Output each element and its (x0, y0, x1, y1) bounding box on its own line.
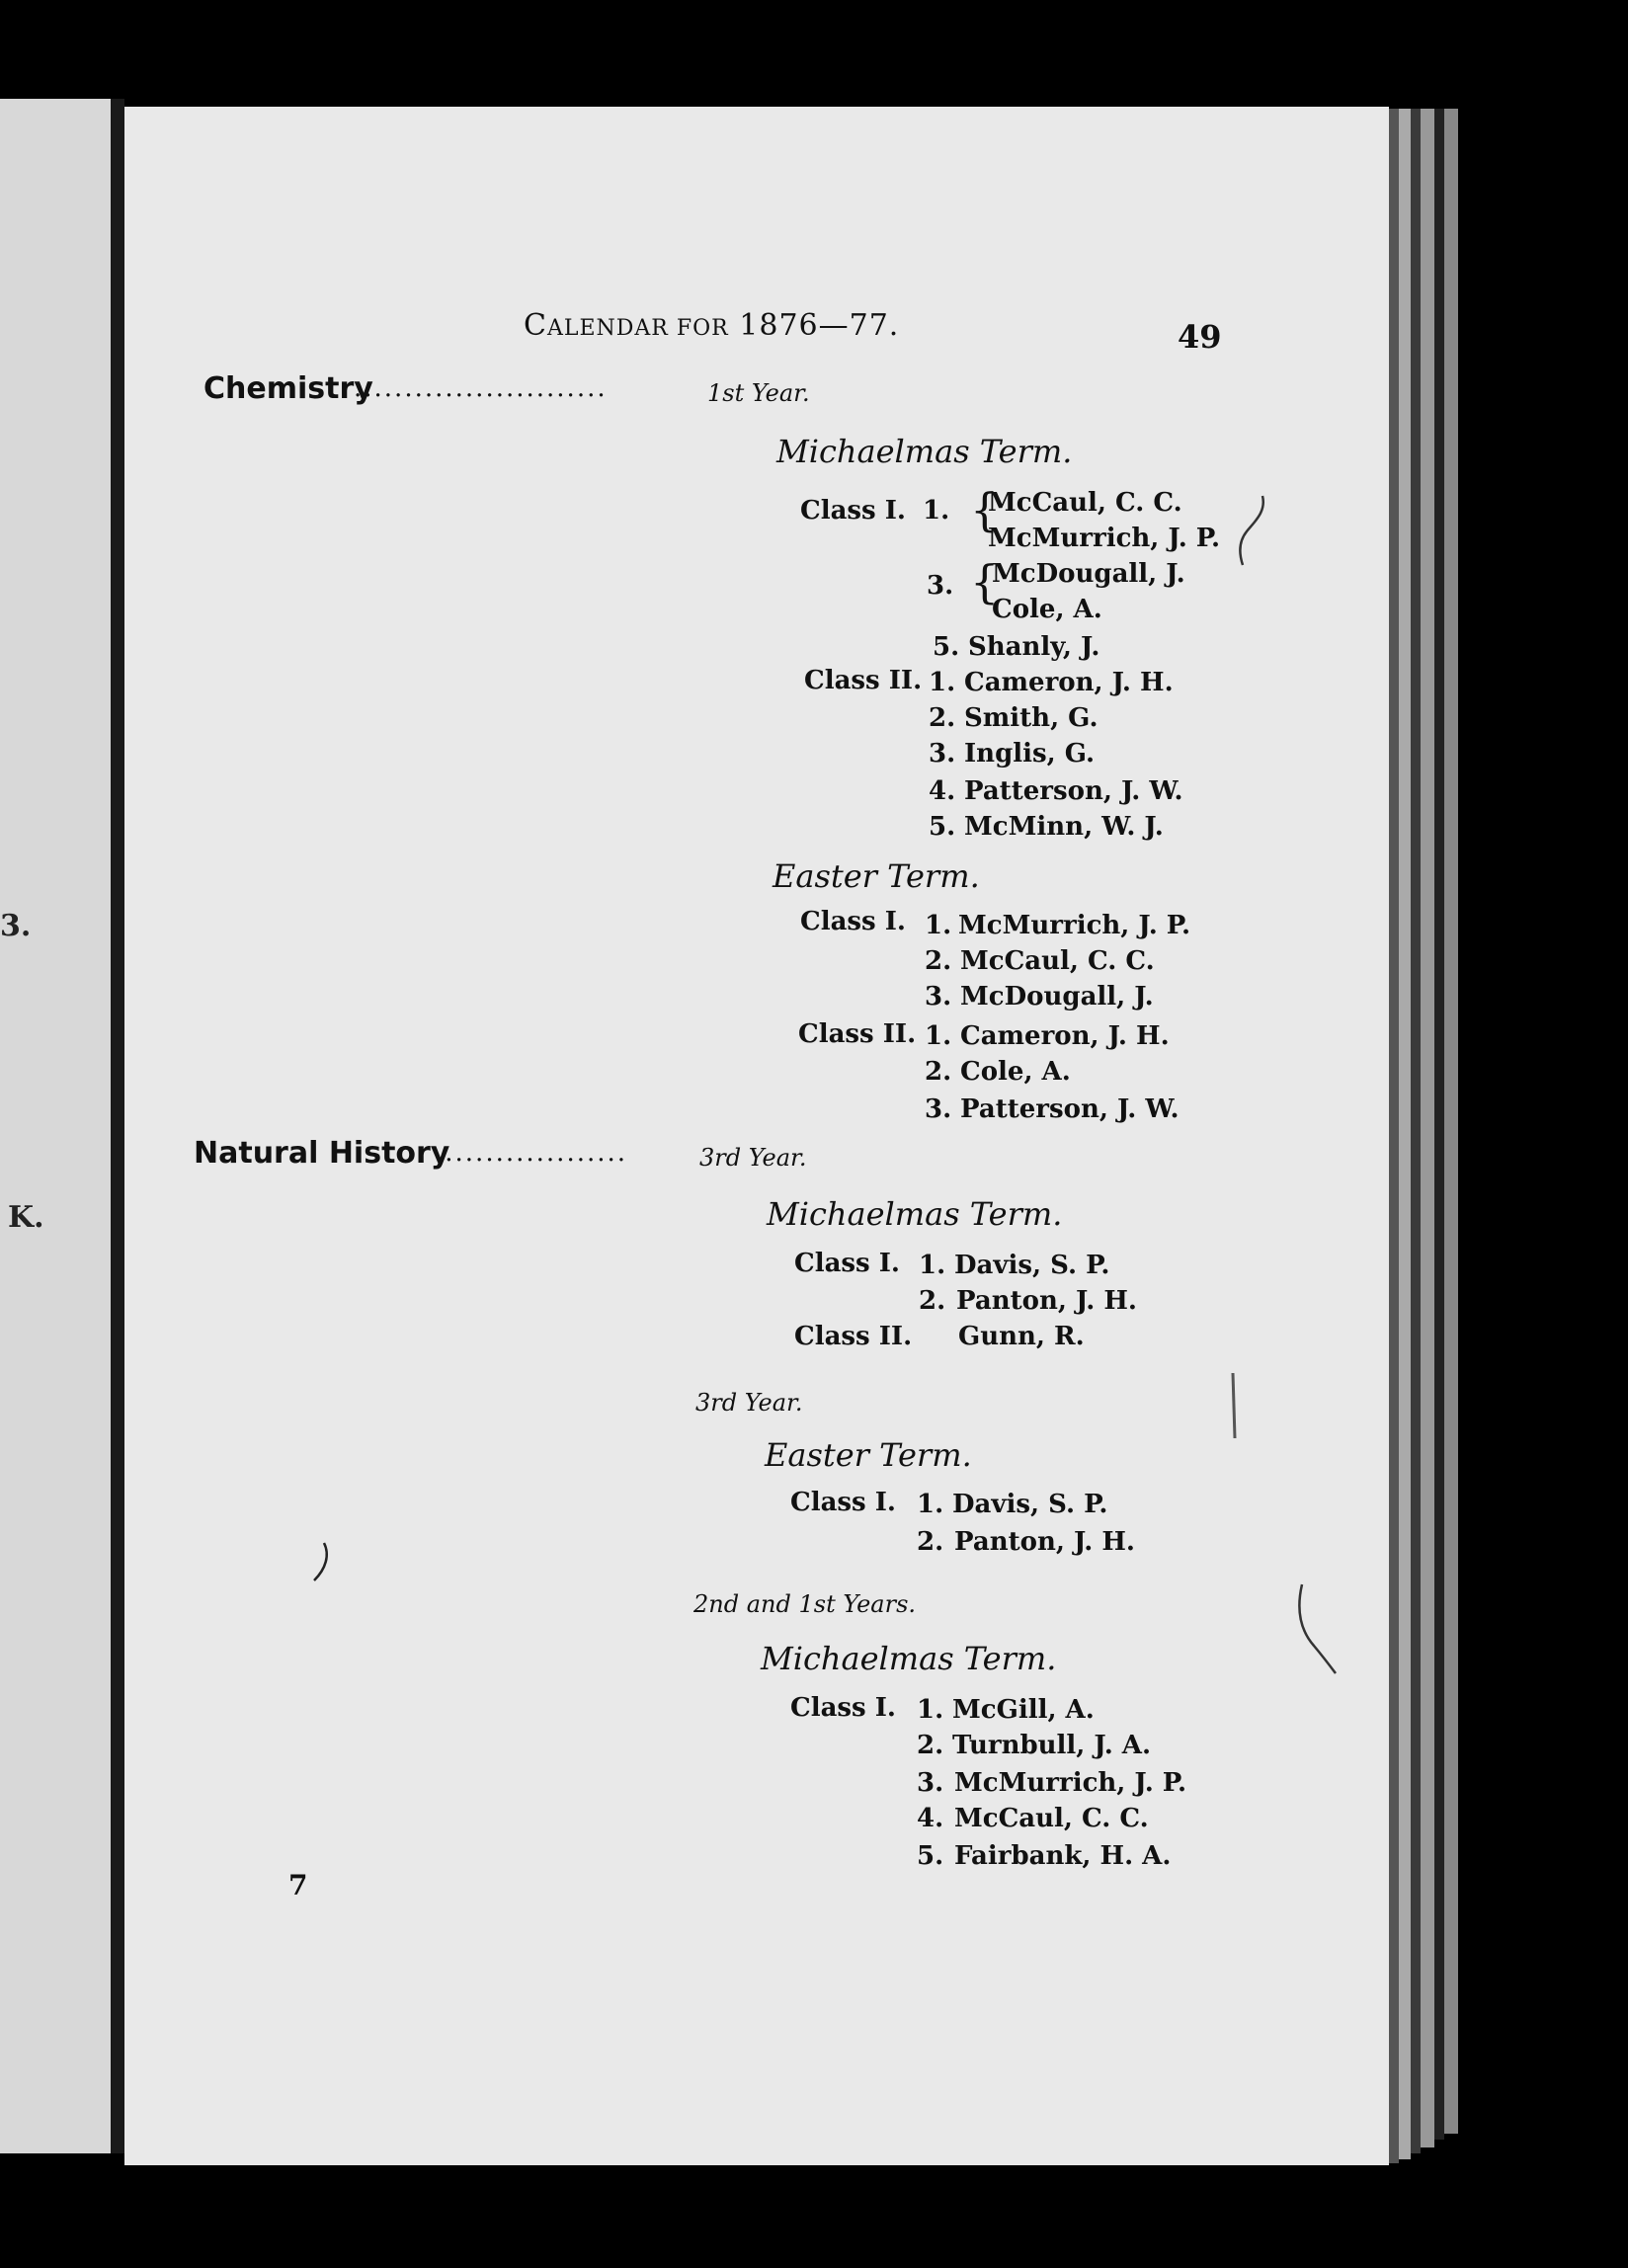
section-title-natural-history: Natural History (194, 1136, 450, 1171)
student-name: Panton, J. H. (956, 1286, 1137, 1316)
rank-number: 1. (925, 911, 952, 940)
rank-number: 2. (917, 1527, 944, 1557)
year-label: 2nd and 1st Years. (693, 1590, 917, 1618)
student-name: Cole, A. (960, 1057, 1071, 1087)
class-label: Class I. (790, 1693, 896, 1723)
rank-number: 1. (925, 1021, 952, 1051)
class-label: Class II. (798, 1019, 917, 1049)
rank-number: 3. (925, 1094, 952, 1124)
term-heading: Easter Term. (765, 1436, 972, 1474)
student-name: Davis, S. P. (954, 1251, 1110, 1280)
class-label: Class I. (800, 907, 906, 936)
rank-number: 1. (929, 668, 956, 697)
class-label: Class I. (800, 496, 906, 526)
rank-number: 1. (923, 496, 950, 526)
student-name: McCaul, C. C. (960, 946, 1155, 976)
term-heading: Michaelmas Term. (767, 1195, 1063, 1233)
student-name: Fairbank, H. A. (954, 1841, 1172, 1871)
student-name: Turnbull, J. A. (952, 1731, 1152, 1760)
page-edge (1444, 109, 1458, 2134)
leader-dots: ................... (435, 1138, 628, 1168)
student-name: McCaul, C. C. (988, 488, 1182, 518)
page-edge (1411, 109, 1421, 2153)
tie-brace: { (970, 555, 1000, 608)
rank-number: 3. (927, 571, 954, 601)
page-edge (1389, 109, 1399, 2163)
student-name: McMurrich, J. P. (988, 524, 1221, 553)
rank-number: 3. (929, 739, 956, 769)
student-name: McMinn, W. J. (964, 812, 1164, 842)
page-edge (1421, 109, 1434, 2147)
term-heading: Michaelmas Term. (761, 1640, 1057, 1677)
student-name: Inglis, G. (964, 739, 1096, 769)
rank-number: 4. (929, 776, 956, 806)
rank-number: 5. (929, 812, 956, 842)
pencil-mark-bracket (1294, 1580, 1343, 1679)
running-header (524, 308, 899, 343)
student-name: McCaul, C. C. (954, 1804, 1149, 1833)
rank-number: 5. (933, 632, 960, 662)
year-label: 3rd Year. (695, 1389, 803, 1417)
student-name: Cameron, J. H. (964, 668, 1174, 697)
rank-number: 2. (925, 1057, 952, 1087)
student-name: Shanly, J. (968, 632, 1100, 662)
left-page-char: K. (8, 1200, 44, 1235)
book-gutter (111, 99, 124, 2153)
student-name: Panton, J. H. (954, 1527, 1135, 1557)
tie-brace: { (970, 483, 1000, 536)
signature-mark: 7 (288, 1869, 308, 1902)
class-label: Class I. (790, 1488, 896, 1517)
class-label: Class I. (794, 1249, 900, 1278)
left-page-char: 3. (0, 909, 32, 943)
student-name: Smith, G. (964, 703, 1099, 733)
page-edge (1399, 109, 1411, 2159)
student-name: McDougall, J. (960, 982, 1154, 1012)
student-name: Cameron, J. H. (960, 1021, 1170, 1051)
header-year: 1876—77. (739, 308, 900, 343)
page-edge (1434, 109, 1444, 2140)
year-label: 3rd Year. (699, 1144, 807, 1172)
student-name: McMurrich, J. P. (958, 911, 1191, 940)
term-heading: Easter Term. (773, 857, 980, 895)
student-name: McMurrich, J. P. (954, 1768, 1187, 1798)
student-name: Gunn, R. (958, 1322, 1085, 1351)
page-number: 49 (1178, 318, 1222, 356)
rank-number: 4. (917, 1804, 944, 1833)
class-label: Class II. (804, 666, 923, 695)
leader-dots: ......................... (354, 373, 608, 403)
pencil-mark-bracket (1225, 492, 1274, 571)
student-name: Patterson, J. W. (964, 776, 1183, 806)
pencil-mark (1225, 1369, 1245, 1448)
left-page-fragment (0, 99, 111, 2153)
rank-number: 2. (929, 703, 956, 733)
student-name: McGill, A. (952, 1695, 1095, 1725)
rank-number: 2. (919, 1286, 946, 1316)
pencil-mark (306, 1539, 336, 1588)
rank-number: 5. (917, 1841, 944, 1871)
student-name: Patterson, J. W. (960, 1094, 1180, 1124)
rank-number: 2. (917, 1731, 944, 1760)
student-name: McDougall, J. (992, 559, 1185, 589)
rank-number: 2. (925, 946, 952, 976)
header-smallcaps: ALENDAR FOR (546, 316, 729, 341)
rank-number: 1. (917, 1695, 944, 1725)
rank-number: 3. (925, 982, 952, 1012)
student-name: Davis, S. P. (952, 1490, 1108, 1519)
student-name: Cole, A. (992, 595, 1102, 624)
year-label: 1st Year. (707, 379, 810, 407)
term-heading: Michaelmas Term. (776, 433, 1073, 470)
rank-number: 3. (917, 1768, 944, 1798)
rank-number: 1. (919, 1251, 946, 1280)
rank-number: 1. (917, 1490, 944, 1519)
section-title-chemistry: Chemistry (204, 371, 373, 406)
header-prefix: C (524, 308, 547, 343)
class-label: Class II. (794, 1322, 913, 1351)
